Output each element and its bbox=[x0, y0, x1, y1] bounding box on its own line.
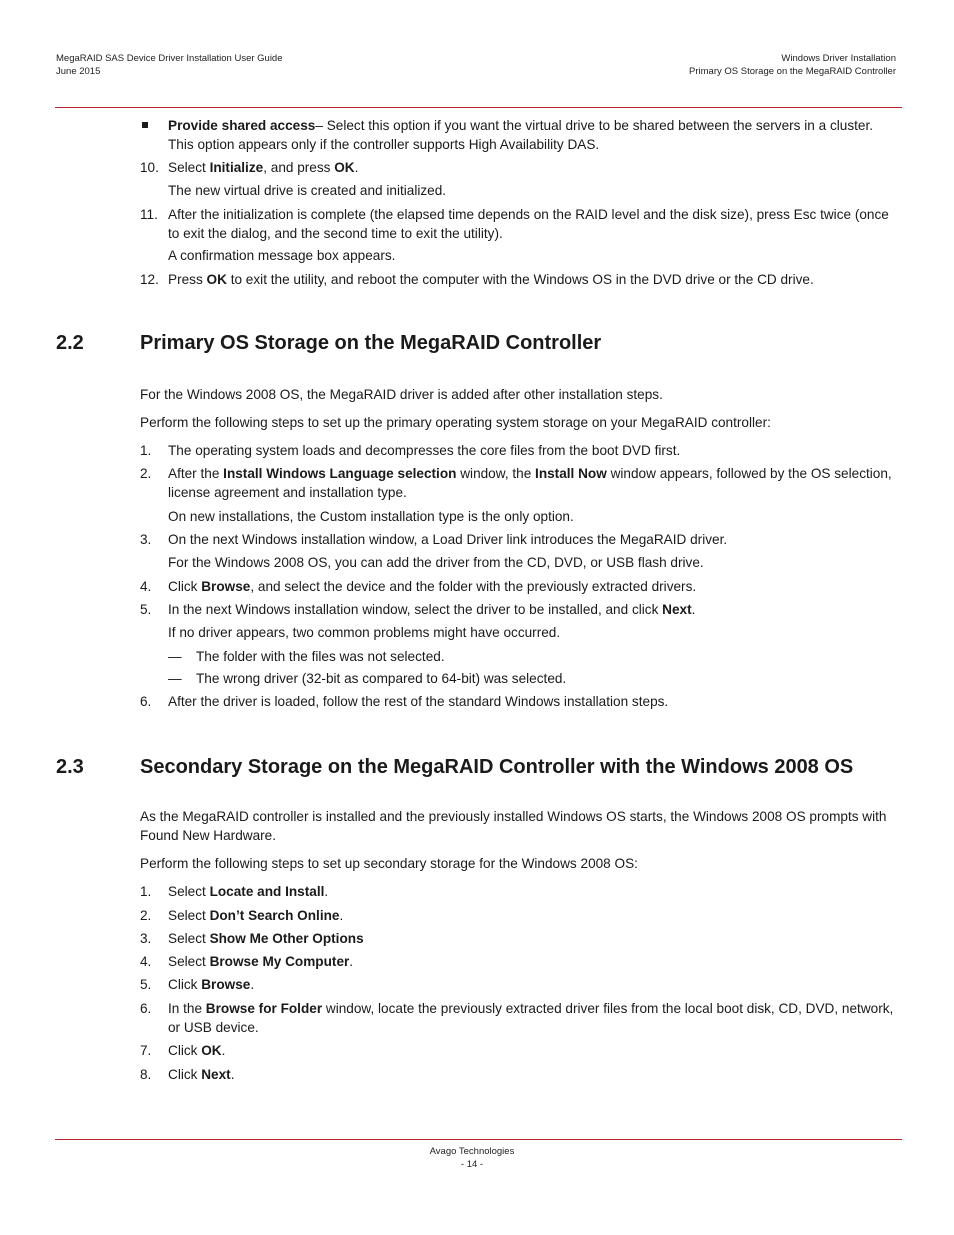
list-item-step-4: 4. Select Browse My Computer. bbox=[140, 954, 354, 969]
step-note: A confirmation message box appears. bbox=[168, 248, 396, 263]
page-number: - 14 - bbox=[460, 1158, 484, 1170]
list-item-step-10: 10. Select Initialize, and press OK. bbox=[140, 160, 359, 175]
running-header-left bbox=[56, 53, 283, 78]
list-item-step-6: 6. In the Browse for Folder window, locate the previously extracted driver files from the local boot disk, CD, DVD, network, or USB device. bbox=[140, 1001, 894, 1035]
list-item-step-12: 12. Press OK to exit the utility, and reboot the computer with the Windows OS in the DVD drive or the CD drive. bbox=[140, 272, 814, 287]
list-item-step-3: 3. On the next Windows installation window, a Load Driver link introduces the MegaRAID driver. bbox=[140, 532, 728, 547]
chapter-title: Windows Driver Installation bbox=[781, 53, 896, 64]
list-item-step-3: 3. Select Show Me Other Options bbox=[140, 931, 364, 946]
paragraph: Perform the following steps to set up the primary operating system storage on your MegaRAID controller: bbox=[140, 415, 771, 430]
list-item-step-2: 2. Select Don’t Search Online. bbox=[140, 908, 344, 923]
dash-list-item: — The wrong driver (32-bit as compared to 64-bit) was selected. bbox=[168, 671, 567, 686]
list-item-step-8: 8. Click Next. bbox=[140, 1067, 235, 1082]
list-item-step-1: 1. Select Locate and Install. bbox=[140, 884, 329, 899]
document-title: MegaRAID SAS Device Driver Installation User Guide bbox=[56, 53, 283, 64]
paragraph: For the Windows 2008 OS, the MegaRAID driver is added after other installation steps. bbox=[140, 387, 663, 402]
running-header-right bbox=[689, 53, 896, 78]
document-date: June 2015 bbox=[56, 65, 101, 77]
step-note: The new virtual drive is created and initialized. bbox=[168, 183, 447, 198]
list-item-step-11: 11. After the initialization is complete (the elapsed time depends on the RAID level and the disk size), press Esc twice (once to exit the dialog, and the second time to exit the utility). bbox=[140, 207, 889, 241]
list-item-step-4: 4. Click Browse, and select the device and the folder with the previously extracted drivers. bbox=[140, 579, 697, 594]
square-bullet-icon bbox=[142, 122, 148, 128]
footer-rule bbox=[55, 1139, 902, 1140]
step-note: On new installations, the Custom installation type is the only option. bbox=[168, 509, 574, 524]
header-rule bbox=[55, 107, 902, 108]
list-item-step-1: 1. The operating system loads and decompresses the core files from the boot DVD first. bbox=[140, 443, 681, 458]
list-item-step-5: 5. In the next Windows installation window, select the driver to be installed, and click Next. bbox=[140, 602, 696, 617]
paragraph: As the MegaRAID controller is installed and the previously installed Windows OS starts, the Windows 2008 OS prompts with Found New Hardware. bbox=[140, 809, 887, 843]
paragraph: Perform the following steps to set up secondary storage for the Windows 2008 OS: bbox=[140, 856, 638, 871]
company-name: Avago Technologies bbox=[429, 1146, 515, 1157]
list-item-shared-access: Provide shared access– Select this option if you want the virtual drive to be shared between the servers in a cluster. This option appears only if the controller supports High Availability DAS. bbox=[168, 116, 898, 154]
step-note: For the Windows 2008 OS, you can add the driver from the CD, DVD, or USB flash drive. bbox=[168, 555, 704, 570]
list-item-step-6: 6. After the driver is loaded, follow the rest of the standard Windows installation steps. bbox=[140, 694, 669, 709]
page-footer bbox=[0, 1146, 944, 1171]
dash-list-item: — The folder with the files was not selected. bbox=[168, 649, 445, 664]
section-title-header: Primary OS Storage on the MegaRAID Controller bbox=[689, 65, 896, 77]
list-item-step-2: 2. After the Install Windows Language selection window, the Install Now window appears, followed by the OS selection, license agreement and installation type. bbox=[140, 466, 892, 500]
list-item-step-7: 7. Click OK. bbox=[140, 1043, 226, 1058]
step-note: If no driver appears, two common problems might have occurred. bbox=[168, 625, 561, 640]
list-item-step-5: 5. Click Browse. bbox=[140, 977, 255, 992]
